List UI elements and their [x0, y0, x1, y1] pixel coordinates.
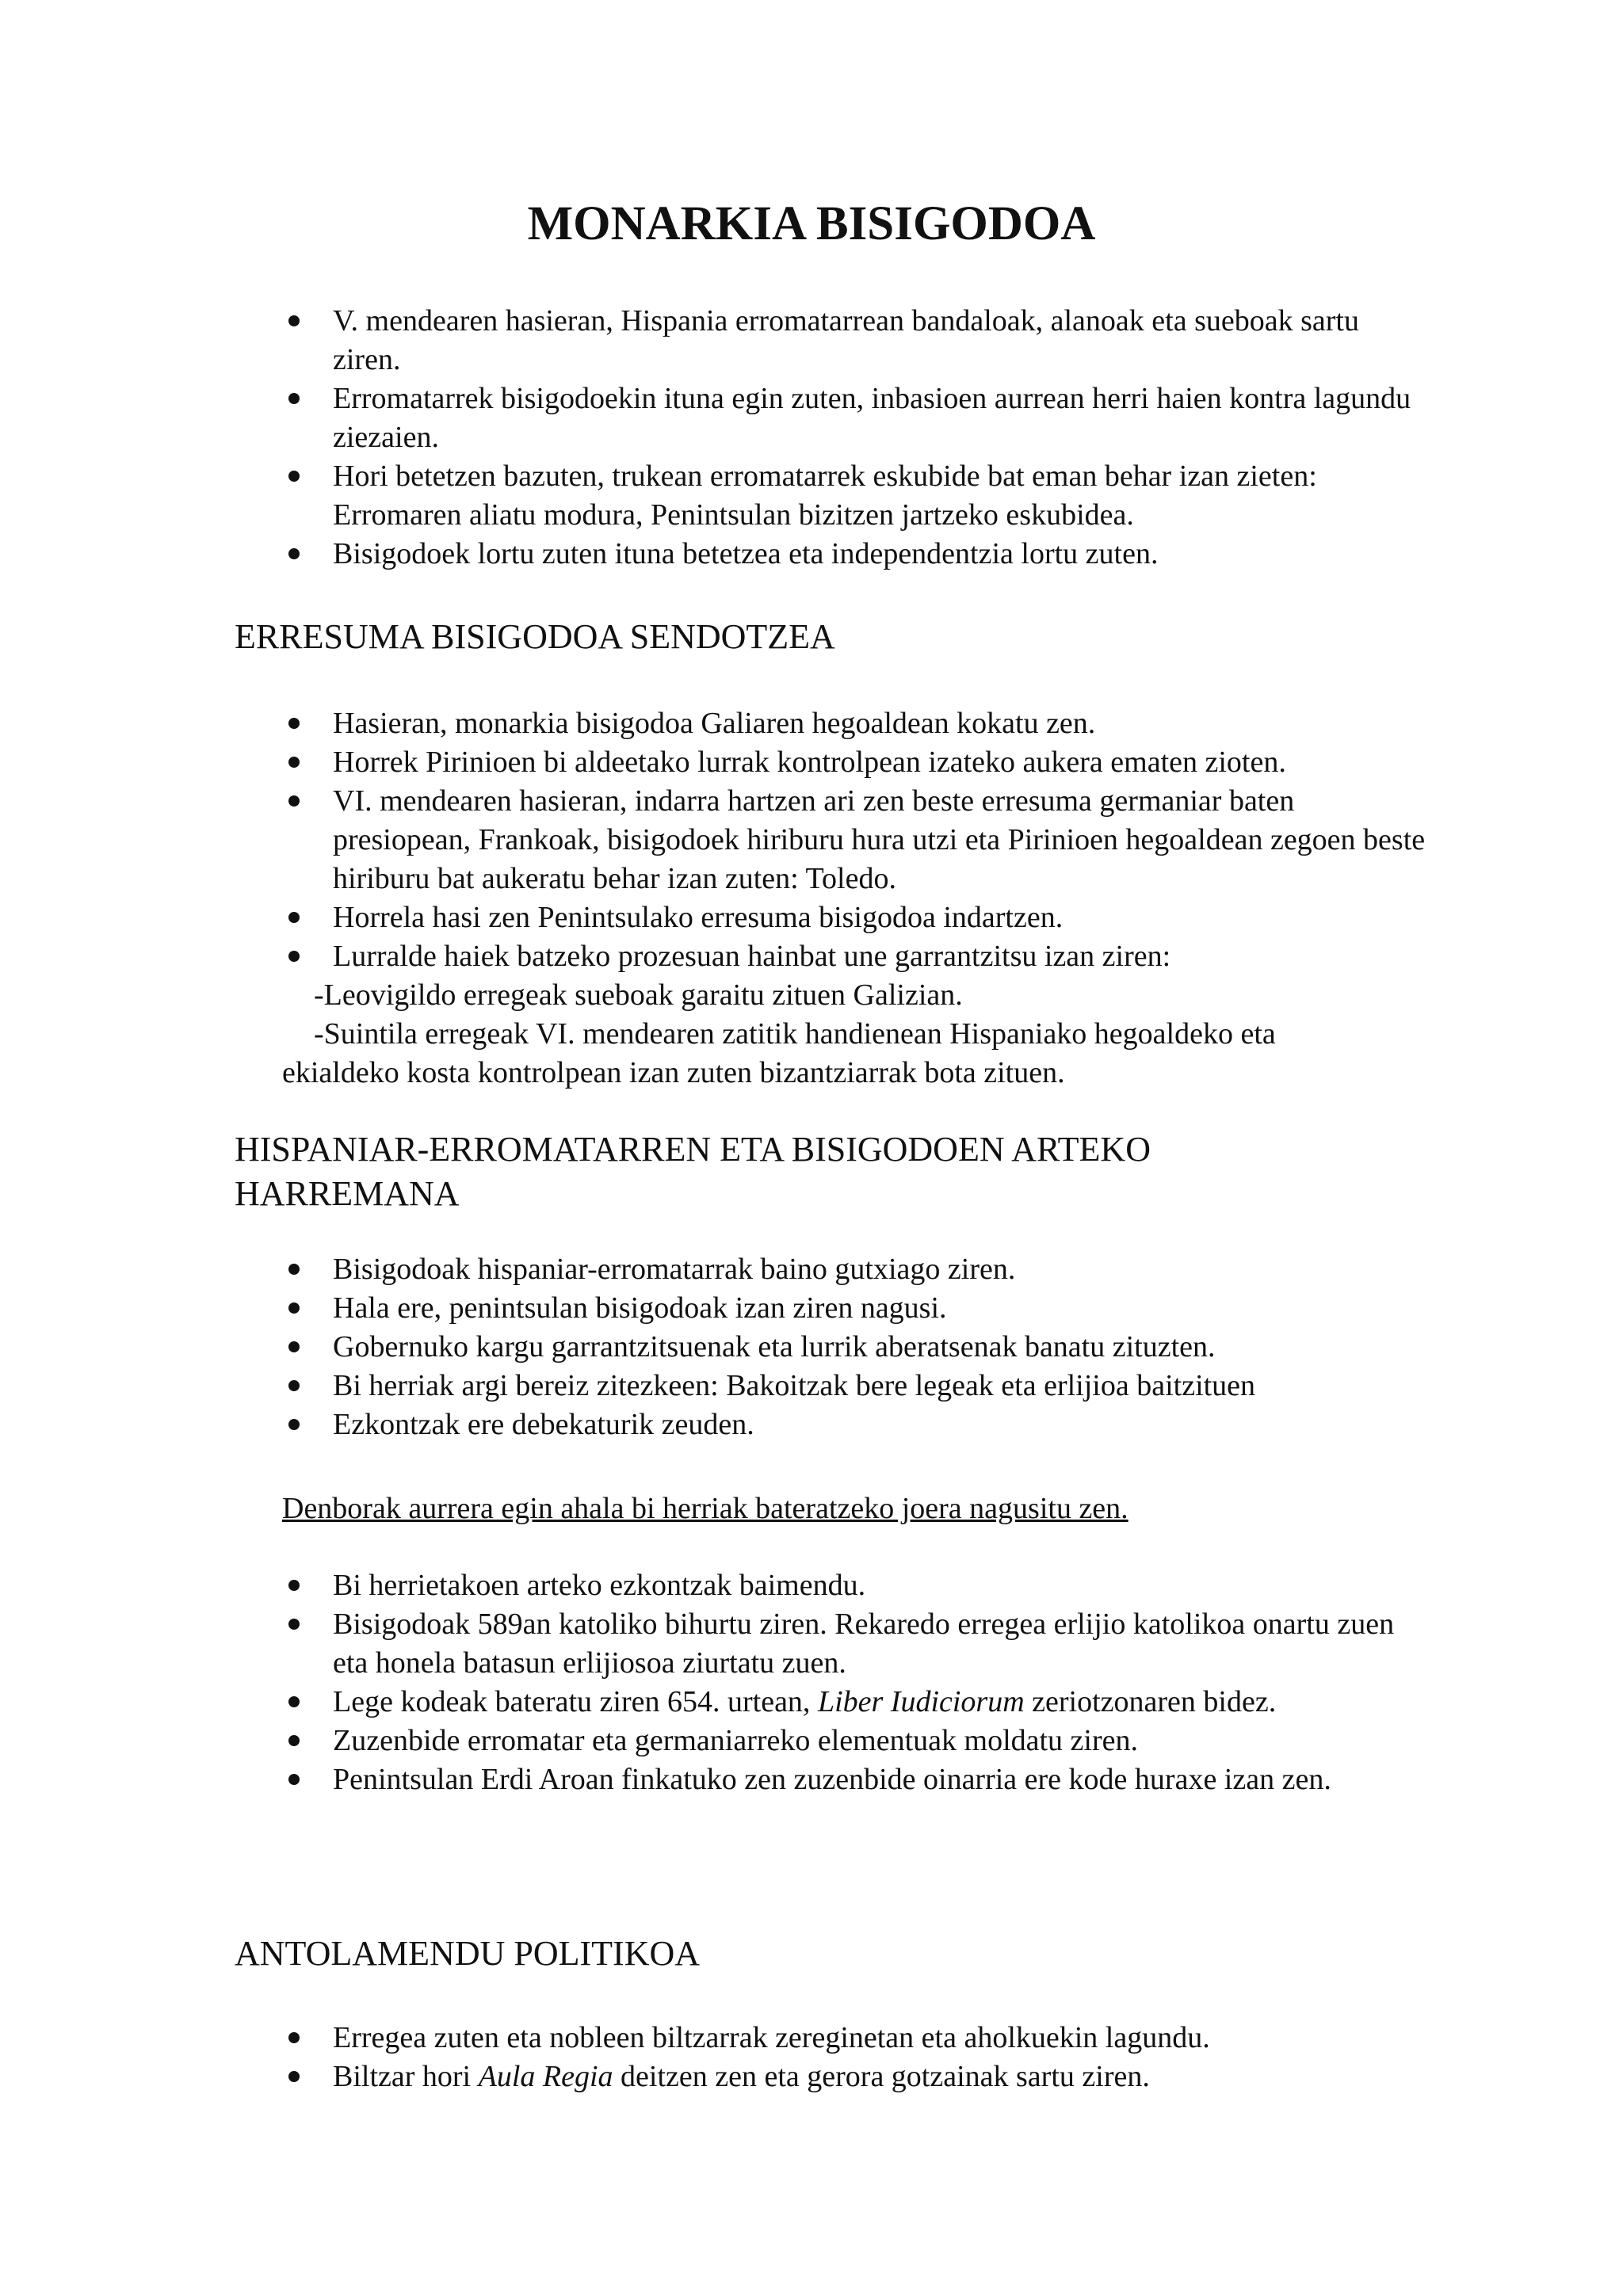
bullet-icon [288, 1302, 300, 1314]
bullet-icon [288, 1341, 300, 1352]
list-item: Gobernuko kargu garrantzitsuenak eta lurrik aberatsenak banatu zituzten. [333, 1328, 1426, 1367]
list-item: Penintsulan Erdi Aroan finkatuko zen zuzenbide oinarria ere kode huraxe izan zen. [333, 1760, 1426, 1799]
list-item: VI. mendearen hasieran, indarra hartzen ari zen beste erresuma germaniar baten presiopean, Frankoak, bisigodoek hiriburu hura utzi eta Pirinioen hegoaldean zegoen beste hiriburu bat aukeratu behar izan zuten: Toledo. [333, 782, 1426, 898]
bullet-icon [288, 1619, 300, 1630]
aula-regia-term: Aula Regia [478, 2060, 613, 2093]
bullet-icon [288, 315, 300, 326]
bullet-icon [288, 1774, 300, 1785]
intro-list [333, 302, 1426, 574]
liber-iudiciorum-title: Liber Iudiciorum [817, 1685, 1025, 1718]
list-item: Bisigodoek lortu zuten ituna betetzea eta independentzia lortu zuten. [333, 535, 1426, 574]
section-heading-erresuma: ERRESUMA BISIGODOA SENDOTZEA [235, 617, 835, 656]
bullet-icon [288, 912, 300, 923]
bullet-icon [288, 1419, 300, 1430]
list-item: Erromatarrek bisigodoekin ituna egin zuten, inbasioen aurrean herri haien kontra lagundu ziezaien. [333, 379, 1426, 457]
section-heading-harremana: HISPANIAR-ERROMATARREN ETA BISIGODOEN ARTEKO HARREMANA [235, 1130, 1151, 1213]
bullet-icon [288, 1380, 300, 1391]
bullet-icon [288, 795, 300, 807]
list-item: Hala ere, penintsulan bisigodoak izan ziren nagusi. [333, 1289, 1426, 1328]
list-item: Hori betetzen bazuten, trukean erromatarrek eskubide bat eman behar izan zieten: Erromaren aliatu modura, Penintsulan bizitzen jartzeko eskubidea. [333, 457, 1426, 535]
bullet-icon [288, 1696, 300, 1707]
bullet-icon [288, 393, 300, 404]
underlined-statement: Denborak aurrera egin ahala bi herriak bateratzeko joera nagusitu zen. [282, 1492, 1128, 1525]
list-item: Hasieran, monarkia bisigodoa Galiaren hegoaldean kokatu zen. [333, 704, 1426, 743]
bullet-icon [288, 2032, 300, 2043]
section3-list [333, 2019, 1426, 2096]
bullet-icon [288, 757, 300, 768]
list-item: Horrela hasi zen Penintsulako erresuma bisigodoa indartzen. [333, 898, 1426, 937]
section1-list [333, 704, 1426, 976]
list-item: Bisigodoak hispaniar-erromatarrak baino gutxiago ziren. [333, 1250, 1426, 1289]
list-item: Biltzar hori Aula Regia deitzen zen eta gerora gotzainak sartu ziren. [333, 2058, 1426, 2096]
list-item: Lege kodeak bateratu ziren 654. urtean, Liber Iudiciorum zeriotzonaren bidez. [333, 1683, 1426, 1722]
list-item: Erregea zuten eta nobleen biltzarrak zereginetan eta aholkuekin lagundu. [333, 2019, 1426, 2058]
list-item: Horrek Pirinioen bi aldeetako lurrak kontrolpean izateko aukera ematen zioten. [333, 743, 1426, 782]
bullet-icon [288, 548, 300, 559]
list-item: Ezkontzak ere debekaturik zeuden. [333, 1405, 1426, 1444]
list-item: Bi herrietakoen arteko ezkontzak baimendu. [333, 1566, 1426, 1605]
list-item: Zuzenbide erromatar eta germaniarreko elementuak moldatu ziren. [333, 1722, 1426, 1760]
bullet-icon [288, 1735, 300, 1746]
sub-item-suintila-line2: ekialdeko kosta kontrolpean izan zuten bizantziarrak bota zituen. [282, 1056, 1065, 1089]
page-title: MONARKIA BISIGODOA [527, 197, 1096, 250]
sub-item-suintila-line1: -Suintila erregeak VI. mendearen zatitik handienean Hispaniako hegoaldeko eta [314, 1017, 1276, 1051]
list-item: V. mendearen hasieran, Hispania erromatarrean bandaloak, alanoak eta sueboak sartu ziren. [333, 302, 1426, 379]
sub-item-leovigildo: -Leovigildo erregeak sueboak garaitu zituen Galizian. [314, 978, 963, 1012]
list-item: Bi herriak argi bereiz zitezkeen: Bakoitzak bere legeak eta erlijioa baitzituen [333, 1367, 1426, 1405]
bullet-icon [288, 1264, 300, 1275]
bullet-icon [288, 2071, 300, 2082]
bullet-icon [288, 951, 300, 962]
section2-list-2 [333, 1566, 1426, 1799]
list-item: Bisigodoak 589an katoliko bihurtu ziren. Rekaredo erregea erlijio katolikoa onartu zuen eta honela batasun erlijiosoa ziurtatu zuen. [333, 1605, 1426, 1683]
bullet-icon [288, 718, 300, 729]
list-item: Lurralde haiek batzeko prozesuan hainbat une garrantzitsu izan ziren: [333, 937, 1426, 976]
bullet-icon [288, 471, 300, 482]
section-heading-antolamendu: ANTOLAMENDU POLITIKOA [235, 1934, 701, 1973]
section2-list [333, 1250, 1426, 1444]
bullet-icon [288, 1580, 300, 1591]
